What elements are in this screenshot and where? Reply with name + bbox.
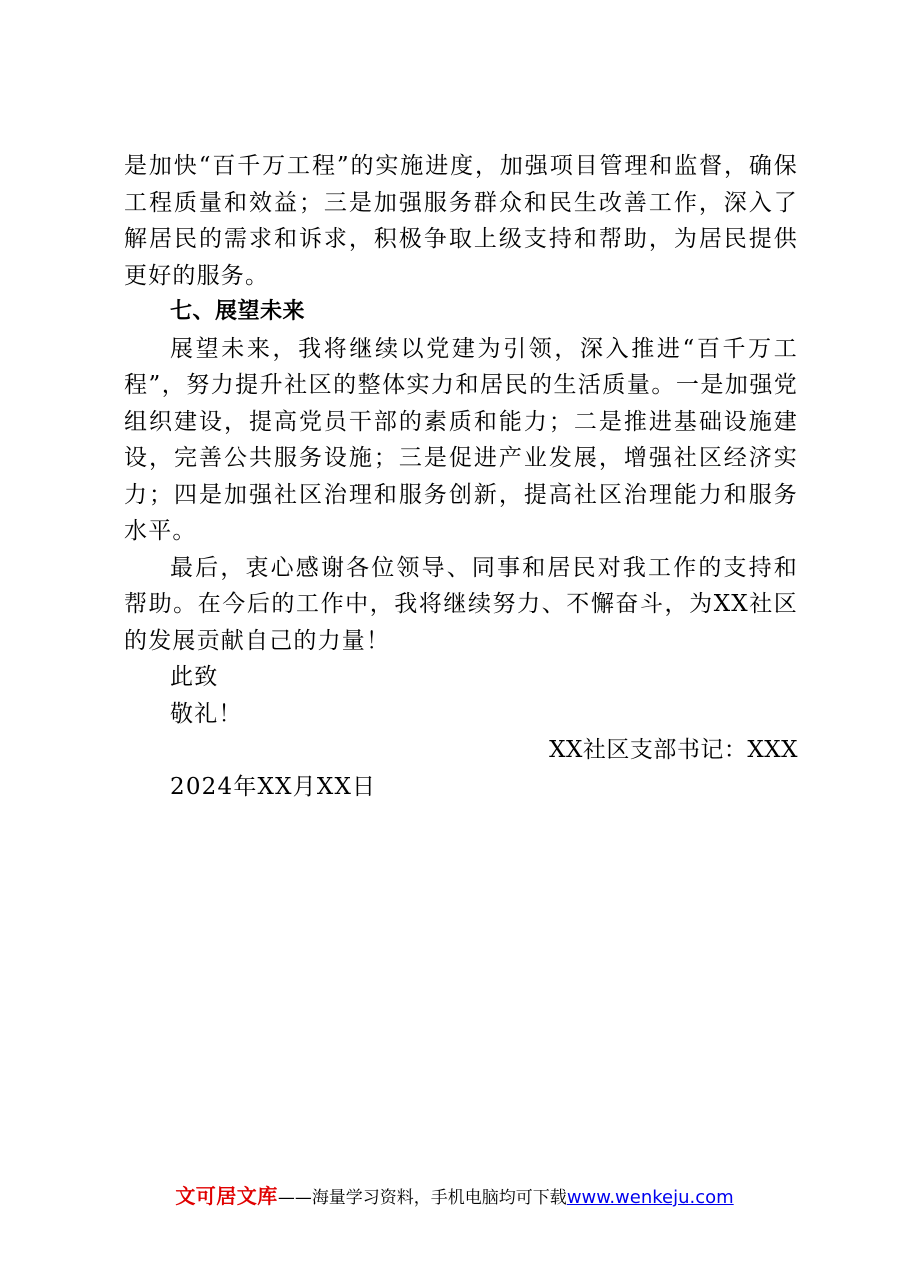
closing-paragraph: 最后，衷心感谢各位领导、同事和居民对我工作的支持和帮助。在今后的工作中，我将继续努力、不懈奋斗，为XX社区的发展贡献自己的力量！	[124, 554, 798, 654]
footer-tagline: ——海量学习资料，手机电脑均可下载	[277, 1188, 567, 1208]
signature: XX社区支部书记：XXX	[549, 737, 798, 763]
paragraph-continuation: 是加快“百千万工程”的实施进度，加强项目管理和监督，确保工程质量和效益；三是加强服务群众和民生改善工作，深入了解居民的需求和诉求，积极争取上级支持和帮助，为居民提供更好的服务。	[124, 153, 798, 289]
salutation-line-1: 此致	[170, 664, 219, 690]
date: 2024年XX月XX日	[170, 773, 377, 800]
footer-site-link[interactable]: www.wenkeju.com	[566, 1187, 734, 1208]
footer-brand: 文可居文库	[175, 1184, 278, 1208]
document-body	[124, 148, 798, 805]
outlook-paragraph: 展望未来，我将继续以党建为引领，深入推进“百千万工程”，努力提升社区的整体实力和居民的生活质量。一是加强党组织建设，提高党员干部的素质和能力；二是推进基础设施建设，完善公共服务设施；三是促进产业发展，增强社区经济实力；四是加强社区治理和服务创新，提高社区治理能力和服务水平。	[124, 335, 798, 544]
section-heading: 七、展望未来	[170, 299, 306, 324]
salutation-line-2: 敬礼！	[170, 700, 243, 727]
footer-banner	[0, 1183, 909, 1211]
